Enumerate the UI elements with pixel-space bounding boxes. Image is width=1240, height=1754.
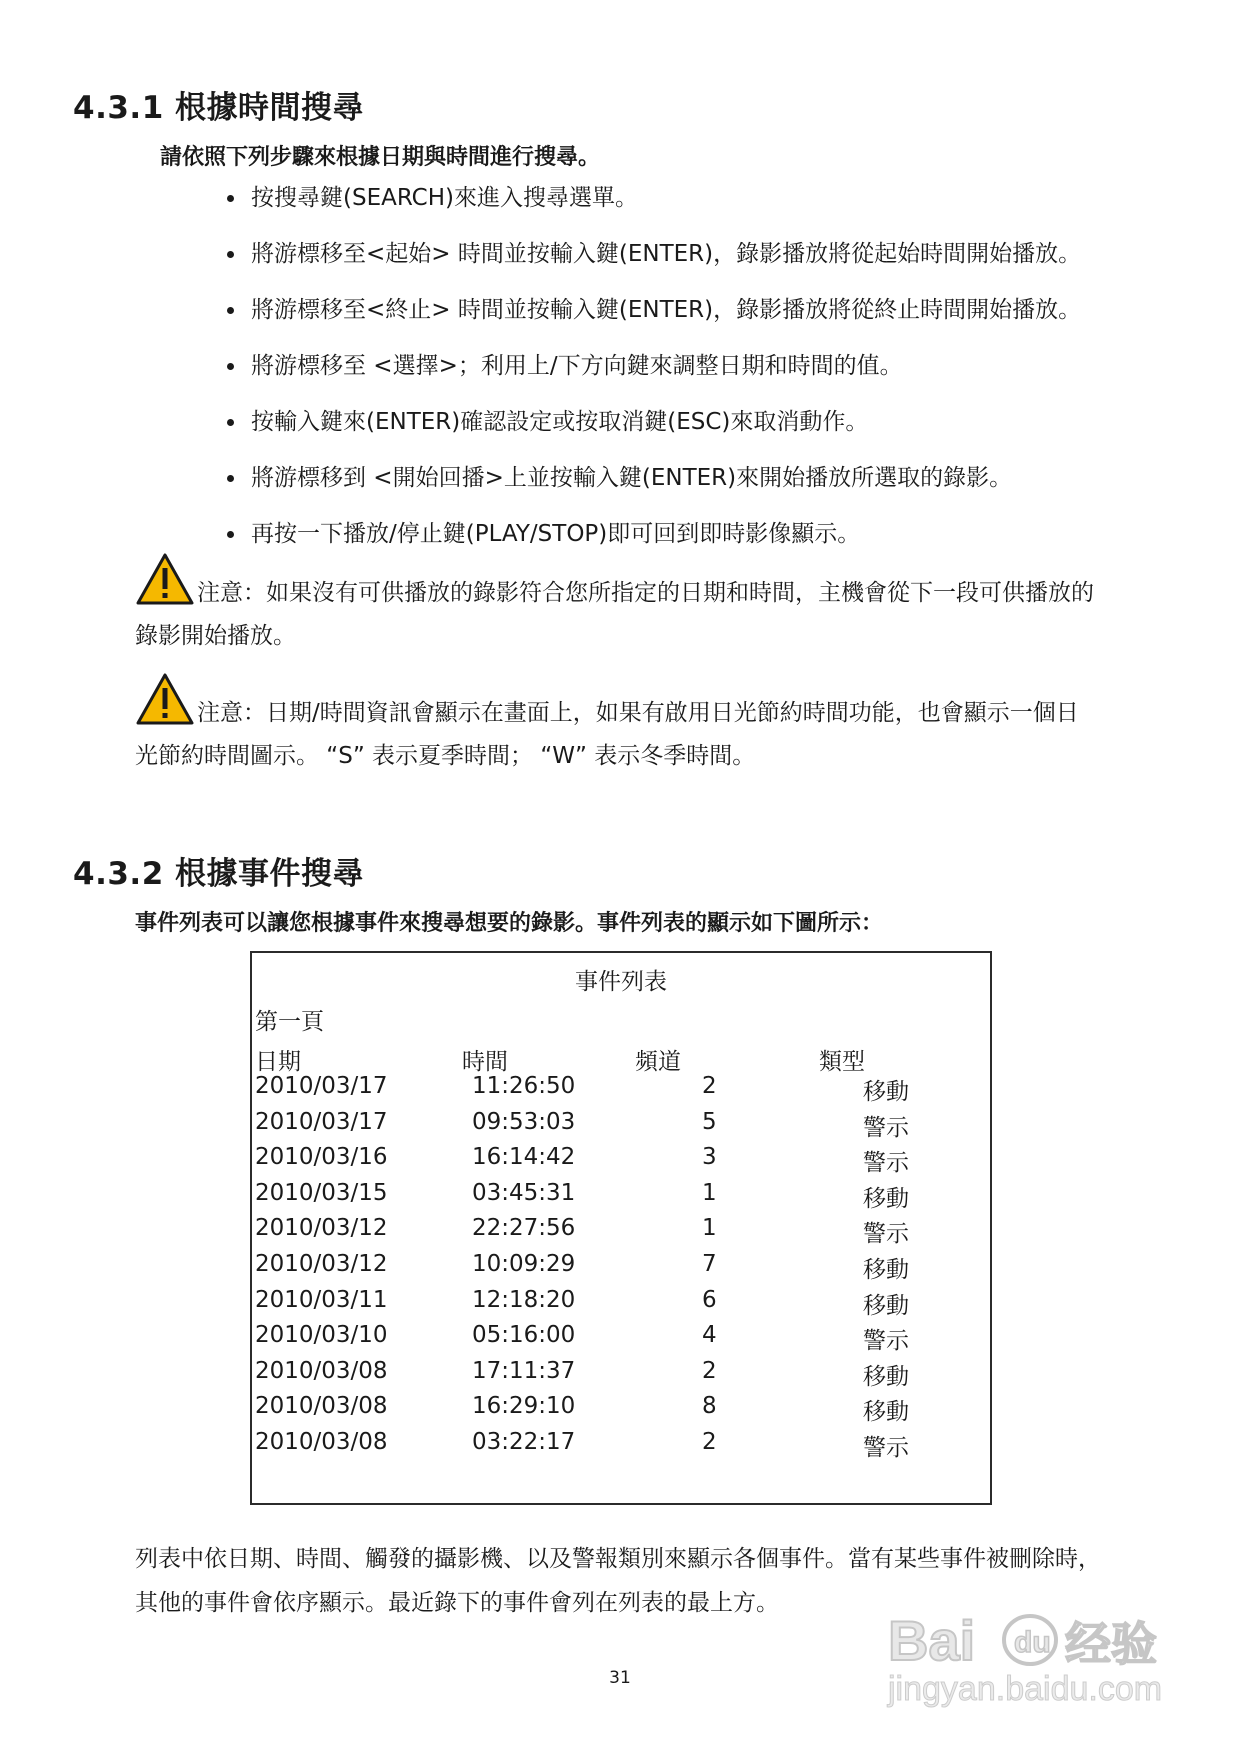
cell-time: 10:09:29 [472,1251,576,1277]
cell-date: 2010/03/12 [255,1215,388,1242]
cell-date: 2010/03/17 [255,1073,388,1099]
table-row [252,1073,990,1113]
cell-time: 05:16:00 [472,1322,576,1349]
cell-date: 2010/03/10 [255,1322,388,1349]
header-type: 類型 [819,1049,865,1075]
cell-date: 2010/03/11 [255,1286,388,1313]
cell-type: 警示 [863,1328,909,1355]
cell-time: 11:26:50 [472,1073,576,1099]
cell-type: 移動 [863,1185,909,1212]
cell-channel: 5 [702,1108,717,1135]
section-lead-4-3-2: 事件列表可以讓您根據事件來搜尋想要的錄影。事件列表的顯示如下圖所示： [135,911,884,936]
cell-channel: 6 [702,1286,717,1313]
cell-channel: 8 [702,1393,717,1420]
closing-line-1: 列表中依日期、時間、觸發的攝影機、以及警報類別來顯示各個事件。當有某些事件被刪除時， [135,1546,1101,1572]
event-list-table [250,951,992,1505]
note-line-1: 注意：如果沒有可供播放的錄影符合您所指定的日期和時間，主機會從下一段可供播放的 [197,580,1094,606]
list-item: 按輸入鍵來(ENTER)確認設定或按取消鍵(ESC)來取消動作。 [225,404,1185,460]
cell-date: 2010/03/16 [255,1144,388,1171]
cell-date: 2010/03/08 [255,1429,388,1455]
table-row [252,1322,990,1362]
list-item: 按搜尋鍵(SEARCH)來進入搜尋選單。 [225,180,1185,236]
cell-type: 警示 [863,1150,909,1177]
table-header-row [252,1043,990,1073]
note-no-recording [135,552,1180,658]
table-row [252,1429,990,1469]
bullet-dot-icon [227,531,234,538]
cell-date: 2010/03/15 [255,1179,388,1206]
cell-channel: 2 [702,1357,717,1384]
table-row [252,1144,990,1184]
list-item: 將游標移至 <選擇>；利用上/下方向鍵來調整日期和時間的值。 [225,348,1185,404]
note-date-time-display [135,672,1180,778]
closing-line-2: 其他的事件會依序顯示。最近錄下的事件會列在列表的最上方。 [135,1590,779,1616]
note-line-2: 錄影開始播放。 [135,623,296,649]
cell-channel: 3 [702,1144,717,1171]
list-item: 再按一下播放/停止鍵(PLAY/STOP)即可回到即時影像顯示。 [225,516,1185,572]
section-lead-4-3-1: 請依照下列步驟來根據日期與時間進行搜尋。 [160,145,601,170]
cell-type: 移動 [863,1079,909,1105]
cell-type: 移動 [863,1399,909,1426]
page-number: 31 [609,1668,631,1688]
cell-date: 2010/03/17 [255,1108,388,1135]
cell-type: 移動 [863,1292,909,1319]
table-title: 事件列表 [575,969,667,995]
baidu-jingyan-watermark-logo [880,1596,1180,1716]
svg-text:du: du [1014,1626,1051,1659]
cell-type: 移動 [863,1363,909,1390]
header-time: 時間 [462,1049,508,1075]
svg-text:经验: 经验 [1065,1617,1157,1671]
bullet-dot-icon [227,419,234,426]
cell-type: 警示 [863,1221,909,1248]
cell-date: 2010/03/08 [255,1357,388,1384]
bullet-dot-icon [227,475,234,482]
bullet-dot-icon [227,195,234,202]
section-heading-4-3-1: 4.3.1 根據時間搜尋 [73,90,365,126]
table-row [252,1109,990,1149]
svg-text:jingyan.baidu.com: jingyan.baidu.com [888,1670,1163,1708]
cell-type: 警示 [863,1114,909,1141]
cell-channel: 1 [702,1179,717,1206]
cell-time: 22:27:56 [472,1215,576,1242]
table-row [252,1251,990,1291]
table-row [252,1358,990,1398]
cell-time: 03:22:17 [472,1429,576,1455]
bullet-dot-icon [227,251,234,258]
bullet-dot-icon [227,363,234,370]
cell-channel: 7 [702,1251,717,1277]
table-page-label: 第一頁 [255,1009,324,1035]
cell-type: 警示 [863,1435,909,1461]
cell-channel: 4 [702,1322,717,1349]
cell-time: 03:45:31 [472,1179,576,1206]
list-item: 將游標移到 <開始回播>上並按輸入鍵(ENTER)來開始播放所選取的錄影。 [225,460,1185,516]
cell-channel: 1 [702,1215,717,1242]
section-heading-4-3-2: 4.3.2 根據事件搜尋 [73,856,365,892]
cell-time: 12:18:20 [472,1286,576,1313]
note-line-1: 注意：日期/時間資訊會顯示在畫面上，如果有啟用日光節約時間功能，也會顯示一個日 [197,700,1079,726]
step-list [225,180,1185,572]
header-date: 日期 [255,1049,301,1075]
header-channel: 頻道 [635,1049,681,1075]
cell-type: 移動 [863,1257,909,1283]
list-item: 將游標移至<終止> 時間並按輸入鍵(ENTER)，錄影播放將從終止時間開始播放。 [225,292,1185,348]
table-row [252,1287,990,1327]
cell-channel: 2 [702,1429,717,1455]
cell-time: 17:11:37 [472,1357,576,1384]
table-row [252,1180,990,1220]
warning-triangle-icon [135,672,195,726]
cell-channel: 2 [702,1073,717,1099]
table-row [252,1215,990,1255]
warning-triangle-icon [135,552,195,606]
note-line-2: 光節約時間圖示。 “S” 表示夏季時間； “W” 表示冬季時間。 [135,743,756,769]
table-row [252,1393,990,1433]
cell-date: 2010/03/12 [255,1251,388,1277]
cell-date: 2010/03/08 [255,1393,388,1420]
list-item: 將游標移至<起始> 時間並按輸入鍵(ENTER)，錄影播放將從起始時間開始播放。 [225,236,1185,292]
svg-text:Bai: Bai [888,1609,976,1672]
bullet-dot-icon [227,307,234,314]
cell-time: 16:29:10 [472,1393,576,1420]
cell-time: 09:53:03 [472,1108,576,1135]
cell-time: 16:14:42 [472,1144,576,1171]
